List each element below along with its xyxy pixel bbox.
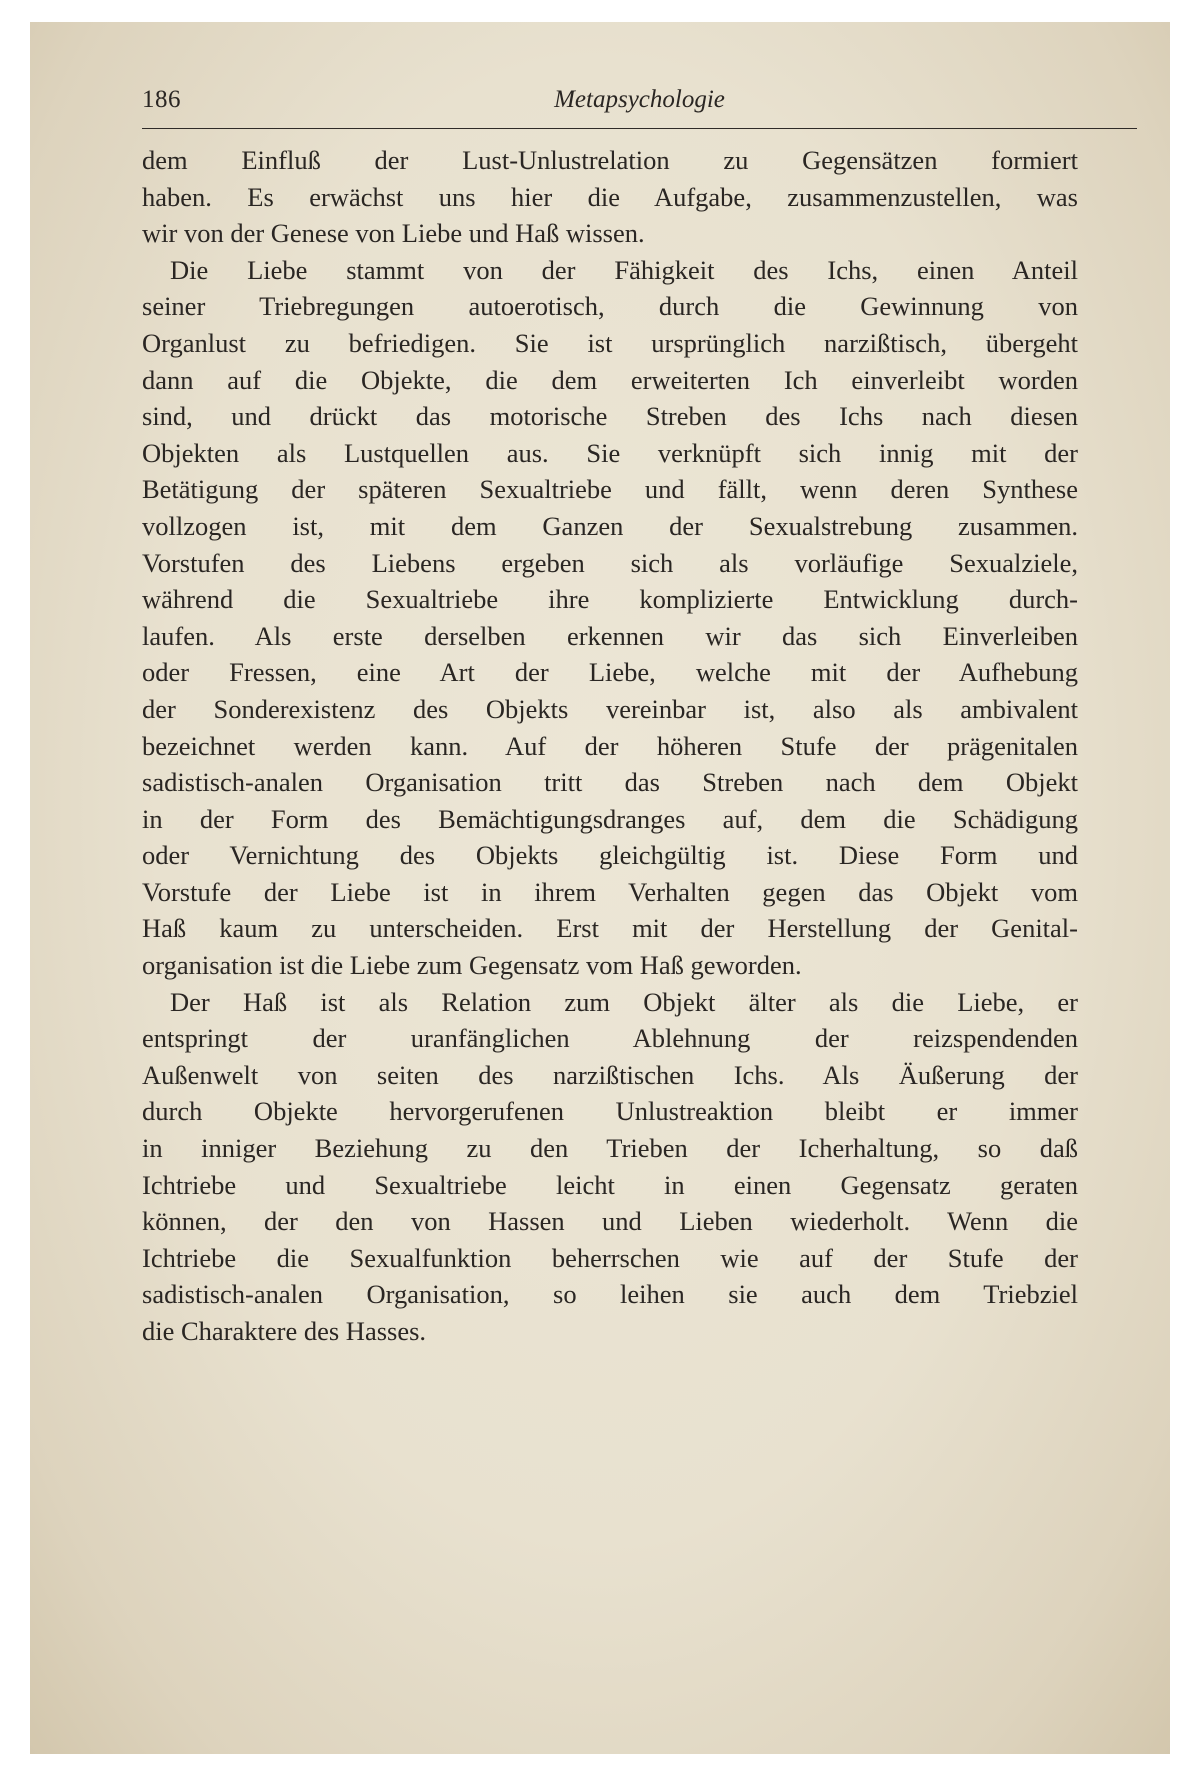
text-line: vollzogen ist, mit dem Ganzen der Sexualstrebung zusammen. [142,510,1078,541]
text-line: laufen. Als erste derselben erkennen wir das sich Einverleiben [142,620,1078,651]
text-line: Ichtriebe die Sexualfunktion beherrschen wie auf der Stufe der [142,1242,1078,1273]
text-line: sadistisch-analen Organisation, so leihen sie auch dem Triebziel [142,1279,1078,1310]
text-line: oder Vernichtung des Objekts gleichgültig ist. Diese Form und [142,840,1078,871]
running-title: Metapsychologie [554,86,725,113]
text-line: sadistisch-analen Organisation tritt das Streben nach dem Objekt [142,767,1078,798]
text-line: die Charaktere des Hasses. [142,1316,427,1346]
text-line: während die Sexualtriebe ihre komplizierte Entwicklung durch- [142,584,1078,615]
body-text [142,142,1078,1350]
text-line: Vorstufe der Liebe ist in ihrem Verhalten gegen das Objekt vom [142,876,1078,907]
text-line: Betätigung der späteren Sexualtriebe und fällt, wenn deren Synthese [142,474,1078,505]
text-line: können, der den von Hassen und Lieben wiederholt. Wenn die [142,1206,1078,1237]
text-line: Organlust zu befriedigen. Sie ist ursprünglich narzißtisch, übergeht [142,327,1078,358]
text-line: der Sonderexistenz des Objekts vereinbar ist, also als ambivalent [142,693,1078,724]
text-line: sind, und drückt das motorische Streben des Ichs nach diesen [142,401,1078,432]
text-line: Die Liebe stammt von der Fähigkeit des Ichs, einen Anteil [170,254,1078,285]
text-line: Ichtriebe und Sexualtriebe leicht in einen Gegensatz geraten [142,1169,1078,1200]
text-line: entspringt der uranfänglichen Ablehnung der reizspendenden [142,1023,1078,1054]
text-line: haben. Es erwächst uns hier die Aufgabe, zusammenzustellen, was [142,181,1078,212]
text-line: Vorstufen des Liebens ergeben sich als vorläufige Sexualziele, [142,547,1078,578]
text-line: wir von der Genese von Liebe und Haß wissen. [142,218,645,249]
page-header [142,76,1137,129]
text-line: Haß kaum zu unterscheiden. Erst mit der Herstellung der Genital- [142,913,1078,944]
text-line: dem Einfluß der Lust-Unlustrelation zu Gegensätzen formiert [142,145,1078,175]
text-line: bezeichnet werden kann. Auf der höheren Stufe der prägenitalen [142,730,1078,761]
text-line: in der Form des Bemächtigungsdranges auf, dem die Schädigung [142,803,1078,834]
text-line: seiner Triebregungen autoerotisch, durch die Gewinnung von [142,291,1078,322]
text-line: durch Objekte hervorgerufenen Unlustreaktion bleibt er immer [142,1096,1078,1127]
page-number: 186 [142,86,181,113]
text-line: oder Fressen, eine Art der Liebe, welche mit der Aufhebung [142,657,1078,688]
text-line: in inniger Beziehung zu den Trieben der Icherhaltung, so daß [142,1133,1078,1164]
text-line: dann auf die Objekte, die dem erweiterten Ich einverleibt worden [142,364,1078,395]
text-line: Objekten als Lustquellen aus. Sie verknüpft sich innig mit der [142,437,1078,468]
text-line: organisation ist die Liebe zum Gegensatz vom Haß geworden. [142,950,802,981]
text-line: Der Haß ist als Relation zum Objekt älter als die Liebe, er [170,986,1078,1017]
text-line: Außenwelt von seiten des narzißtischen Ichs. Als Äußerung der [142,1059,1078,1090]
